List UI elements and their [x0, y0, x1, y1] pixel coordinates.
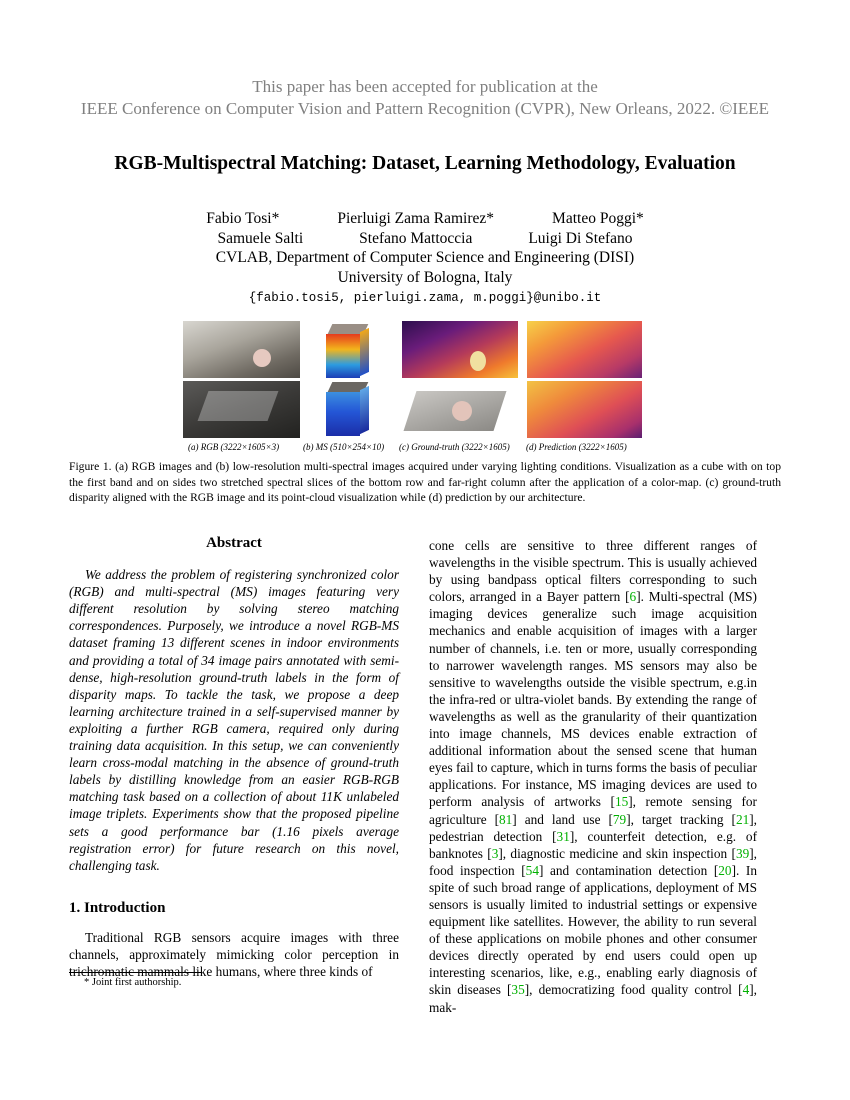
right-column — [429, 537, 757, 1016]
subcaption-ground-truth: (c) Ground-truth (3222×1605) — [399, 442, 510, 452]
citation-link[interactable]: 15 — [614, 794, 629, 810]
author-name: Pierluigi Zama Ramirez* — [337, 210, 495, 227]
author-name: Stefano Mattoccia — [359, 229, 473, 247]
introduction-text: Traditional RGB sensors acquire images with three channels, approximately mimicking color perception in trichromatic mammals like humans, where three kinds of — [69, 929, 399, 980]
rgb-image-bright — [183, 321, 300, 378]
ground-truth-point-cloud — [402, 381, 518, 438]
subcaption-prediction: (d) Prediction (3222×1605) — [526, 442, 627, 452]
paper-title: RGB-Multispectral Matching: Dataset, Learning Methodology, Evaluation — [114, 153, 736, 174]
author-emails: {fabio.tosi5, pierluigi.zama, m.poggi}@unibo.it — [248, 291, 602, 305]
ms-cube-bright — [326, 324, 372, 380]
author-block — [0, 209, 850, 287]
rgb-image-dark — [183, 381, 300, 438]
author-name: Samuele Salti — [217, 229, 304, 247]
abstract-heading: Abstract — [206, 535, 262, 551]
left-column — [69, 535, 399, 980]
citation-link[interactable]: 6 — [629, 589, 637, 605]
author-name: Luigi Di Stefano — [528, 229, 633, 247]
introduction-continued: cone cells are sensitive to three different ranges of wavelengths in the visible spectrum. This is usually achieved by using bandpass optical filters corresponding to such colors, arranged in a Bayer pattern [6]. Multi-spectral (MS) imaging devices generalize such image acquisition mechanics and enable acquisition of images with a larger number of channels, i.e. ten or more, usually corresponding to narrower wavelength ranges. MS sensors may also be sensitive to wavelengths outside the visible spectrum, e.g.in the infra-red or ultra-violet bands. By extending the range of wavelengths as well as the granularity of their quantization into image channels, MS devices enable extraction of additional information about the sensed scene that human eyes fail to capture, which in turns forms the basis of peculiar applications. For instance, MS imaging devices are used to perform analysis of artworks [15], remote sensing for agriculture [81] and land use [79], target tracking [21], pedestrian detection [31], counterfeit detection, e.g. of banknotes [3], diagnostic medicine and skin inspection [39], food inspection [54] and contamination detection [20]. In spite of such broad range of applications, deployment of MS sensors is usually limited to industrial settings or expensive equipment like satellites. However, the ability to run several of these applications on mobile phones and other consumer devices directly operated by end users could open up interesting scenarios, like, e.g., enabling early diagnosis of skin diseases [35], democratizing food quality control [4], mak- — [429, 538, 757, 1015]
subcaption-rgb: (a) RGB (3222×1605×3) — [188, 442, 280, 452]
introduction-heading: 1. Introduction — [69, 899, 166, 916]
footnote-rule — [69, 972, 201, 973]
citation-link[interactable]: 54 — [525, 862, 539, 878]
author-name: Matteo Poggi* — [552, 210, 644, 227]
ground-truth-disparity — [402, 321, 518, 378]
abstract-text: We address the problem of registering synchronized color (RGB) and multi-spectral (MS) images featuring very different resolution by solving stereo matching correspondences. Purposely, we introduce a novel RGB-MS dataset framing 13 different scenes in indoor environments and providing a total of 34 image pairs annotated with semi-dense, high-resolution ground-truth labels in the form of disparity maps. To tackle the task, we propose a deep learning architecture trained in a self-supervised manner by exploiting a further RGB camera, required only during training data acquisition. In this setup, we can conveniently learn cross-modal matching in the absence of ground-truth labels by distilling knowledge from an easier RGB-RGB matching task based on a collection of about 11K unlabeled image triplets. Experiments show that the proposed pipeline sets a good performance bar (1.16 pixels average registration error) for future research on this novel, challenging task. — [69, 567, 399, 873]
prediction-disparity-dark — [527, 381, 642, 438]
subcaption-ms: (b) MS (510×254×10) — [303, 442, 385, 452]
ms-cube-dark — [326, 382, 372, 438]
publication-notice — [0, 76, 850, 120]
prediction-disparity-bright — [527, 321, 642, 378]
footnote: * Joint first authorship. — [84, 977, 182, 988]
citation-link[interactable]: 4 — [742, 982, 750, 998]
affiliation-university: University of Bologna, Italy — [337, 268, 513, 286]
citation-link[interactable]: 20 — [718, 862, 732, 878]
notice-line-2: IEEE Conference on Computer Vision and Pattern Recognition (CVPR), New Orleans, 2022. ©IEEE — [80, 99, 770, 118]
author-name: Fabio Tosi* — [206, 210, 280, 227]
citation-link[interactable]: 79 — [612, 811, 627, 827]
figure-caption: Figure 1. (a) RGB images and (b) low-resolution multi-spectral images acquired under varying lighting conditions. Visualization as a cube with on top the first band and on sides two stretched spectral slices of the bottom row and far-right column after the application of a color-map. (c) ground-truth disparity aligned with the RGB image and its point-cloud visualization while (d) prediction by our architecture. — [69, 460, 781, 504]
citation-link[interactable]: 81 — [499, 811, 513, 827]
citation-link[interactable]: 3 — [491, 845, 499, 861]
citation-link[interactable]: 39 — [735, 845, 750, 861]
citation-link[interactable]: 21 — [735, 811, 750, 827]
affiliation-department: CVLAB, Department of Computer Science and Engineering (DISI) — [215, 249, 635, 266]
citation-link[interactable]: 31 — [556, 828, 570, 844]
citation-link[interactable]: 35 — [511, 982, 525, 998]
notice-line-1: This paper has been accepted for publication at the — [252, 77, 598, 96]
